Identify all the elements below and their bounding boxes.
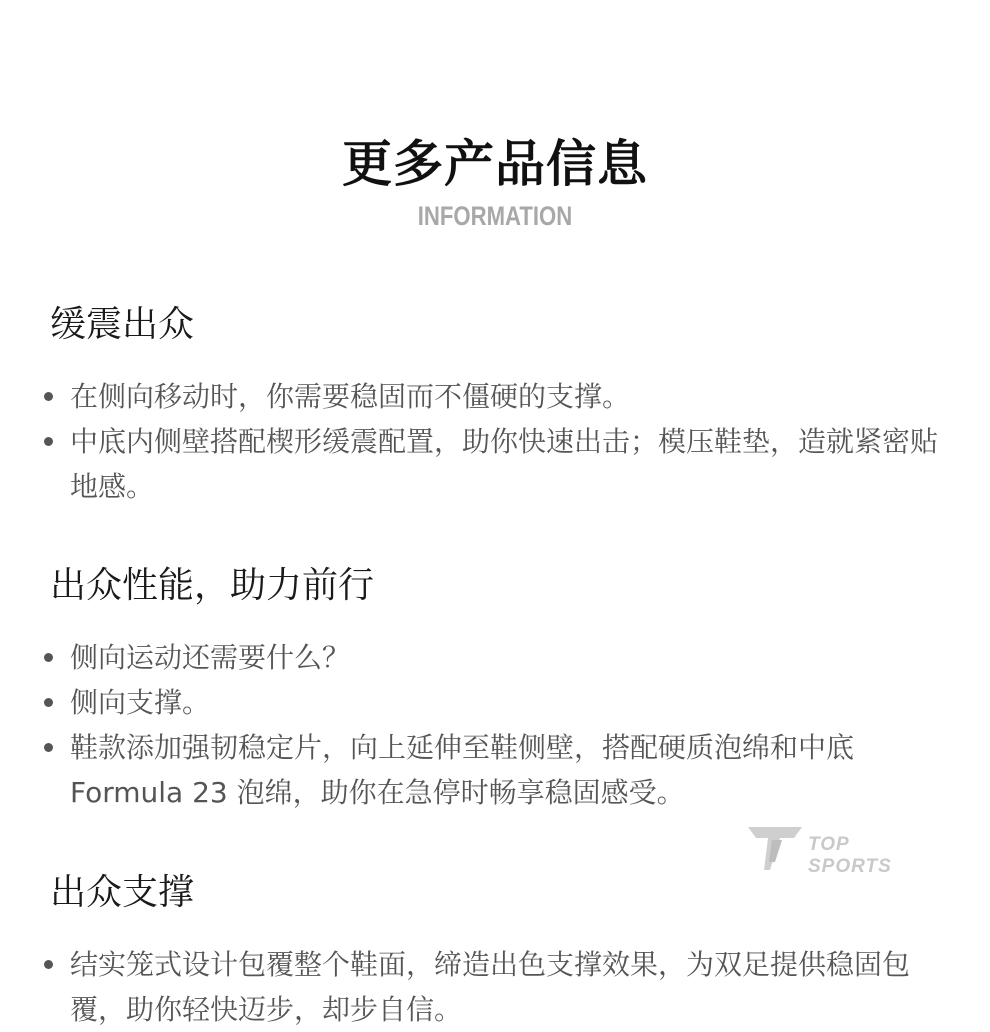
bullet-text: 在侧向移动时，你需要稳固而不僵硬的支撑。 — [70, 380, 631, 413]
bullet-dot-icon — [44, 437, 53, 446]
section-performance — [50, 563, 950, 809]
bullet-dot-icon — [44, 960, 53, 969]
section-heading: 出众性能，助力前行 — [50, 565, 375, 606]
watermark-text: TOP SPORTS — [808, 834, 892, 877]
bullet-text: 结实笼式设计包覆整个鞋面，缔造出色支撑效果，为双足提供稳固包覆，助你轻快迈步，却步自信。 — [70, 948, 911, 1026]
section-cushioning — [50, 302, 950, 503]
section-heading: 出众支撑 — [50, 872, 195, 913]
bullet-dot-icon — [44, 392, 53, 401]
section-heading: 缓震出众 — [50, 304, 195, 345]
bullet-item — [44, 635, 944, 680]
bullet-text: 中底内侧壁搭配楔形缓震配置，助你快速出击；模压鞋垫，造就紧密贴地感。 — [70, 425, 939, 503]
topsports-logo-icon — [746, 824, 804, 872]
bullet-item — [44, 725, 944, 815]
bullet-item — [44, 680, 944, 725]
bullet-text: 鞋款添加强韧稳定片，向上延伸至鞋侧壁，搭配硬质泡绵和中底 Formula 23 泡绵，助你在急停时畅享稳固感受。 — [70, 731, 855, 809]
bullet-list — [44, 942, 944, 1032]
bullet-item — [44, 419, 944, 509]
page-subtitle: INFORMATION — [417, 201, 573, 231]
bullet-list — [44, 635, 944, 815]
bullet-dot-icon — [44, 743, 53, 752]
bullet-item — [44, 374, 944, 419]
bullet-dot-icon — [44, 698, 53, 707]
bullet-item — [44, 942, 944, 1032]
bullet-text: 侧向支撑。 — [70, 686, 211, 719]
bullet-dot-icon — [44, 653, 53, 662]
page-title: 更多产品信息 — [342, 135, 648, 193]
bullet-list — [44, 374, 944, 509]
page-header — [0, 132, 990, 232]
bullet-text: 侧向运动还需要什么？ — [70, 641, 351, 674]
topsports-watermark — [746, 824, 936, 877]
